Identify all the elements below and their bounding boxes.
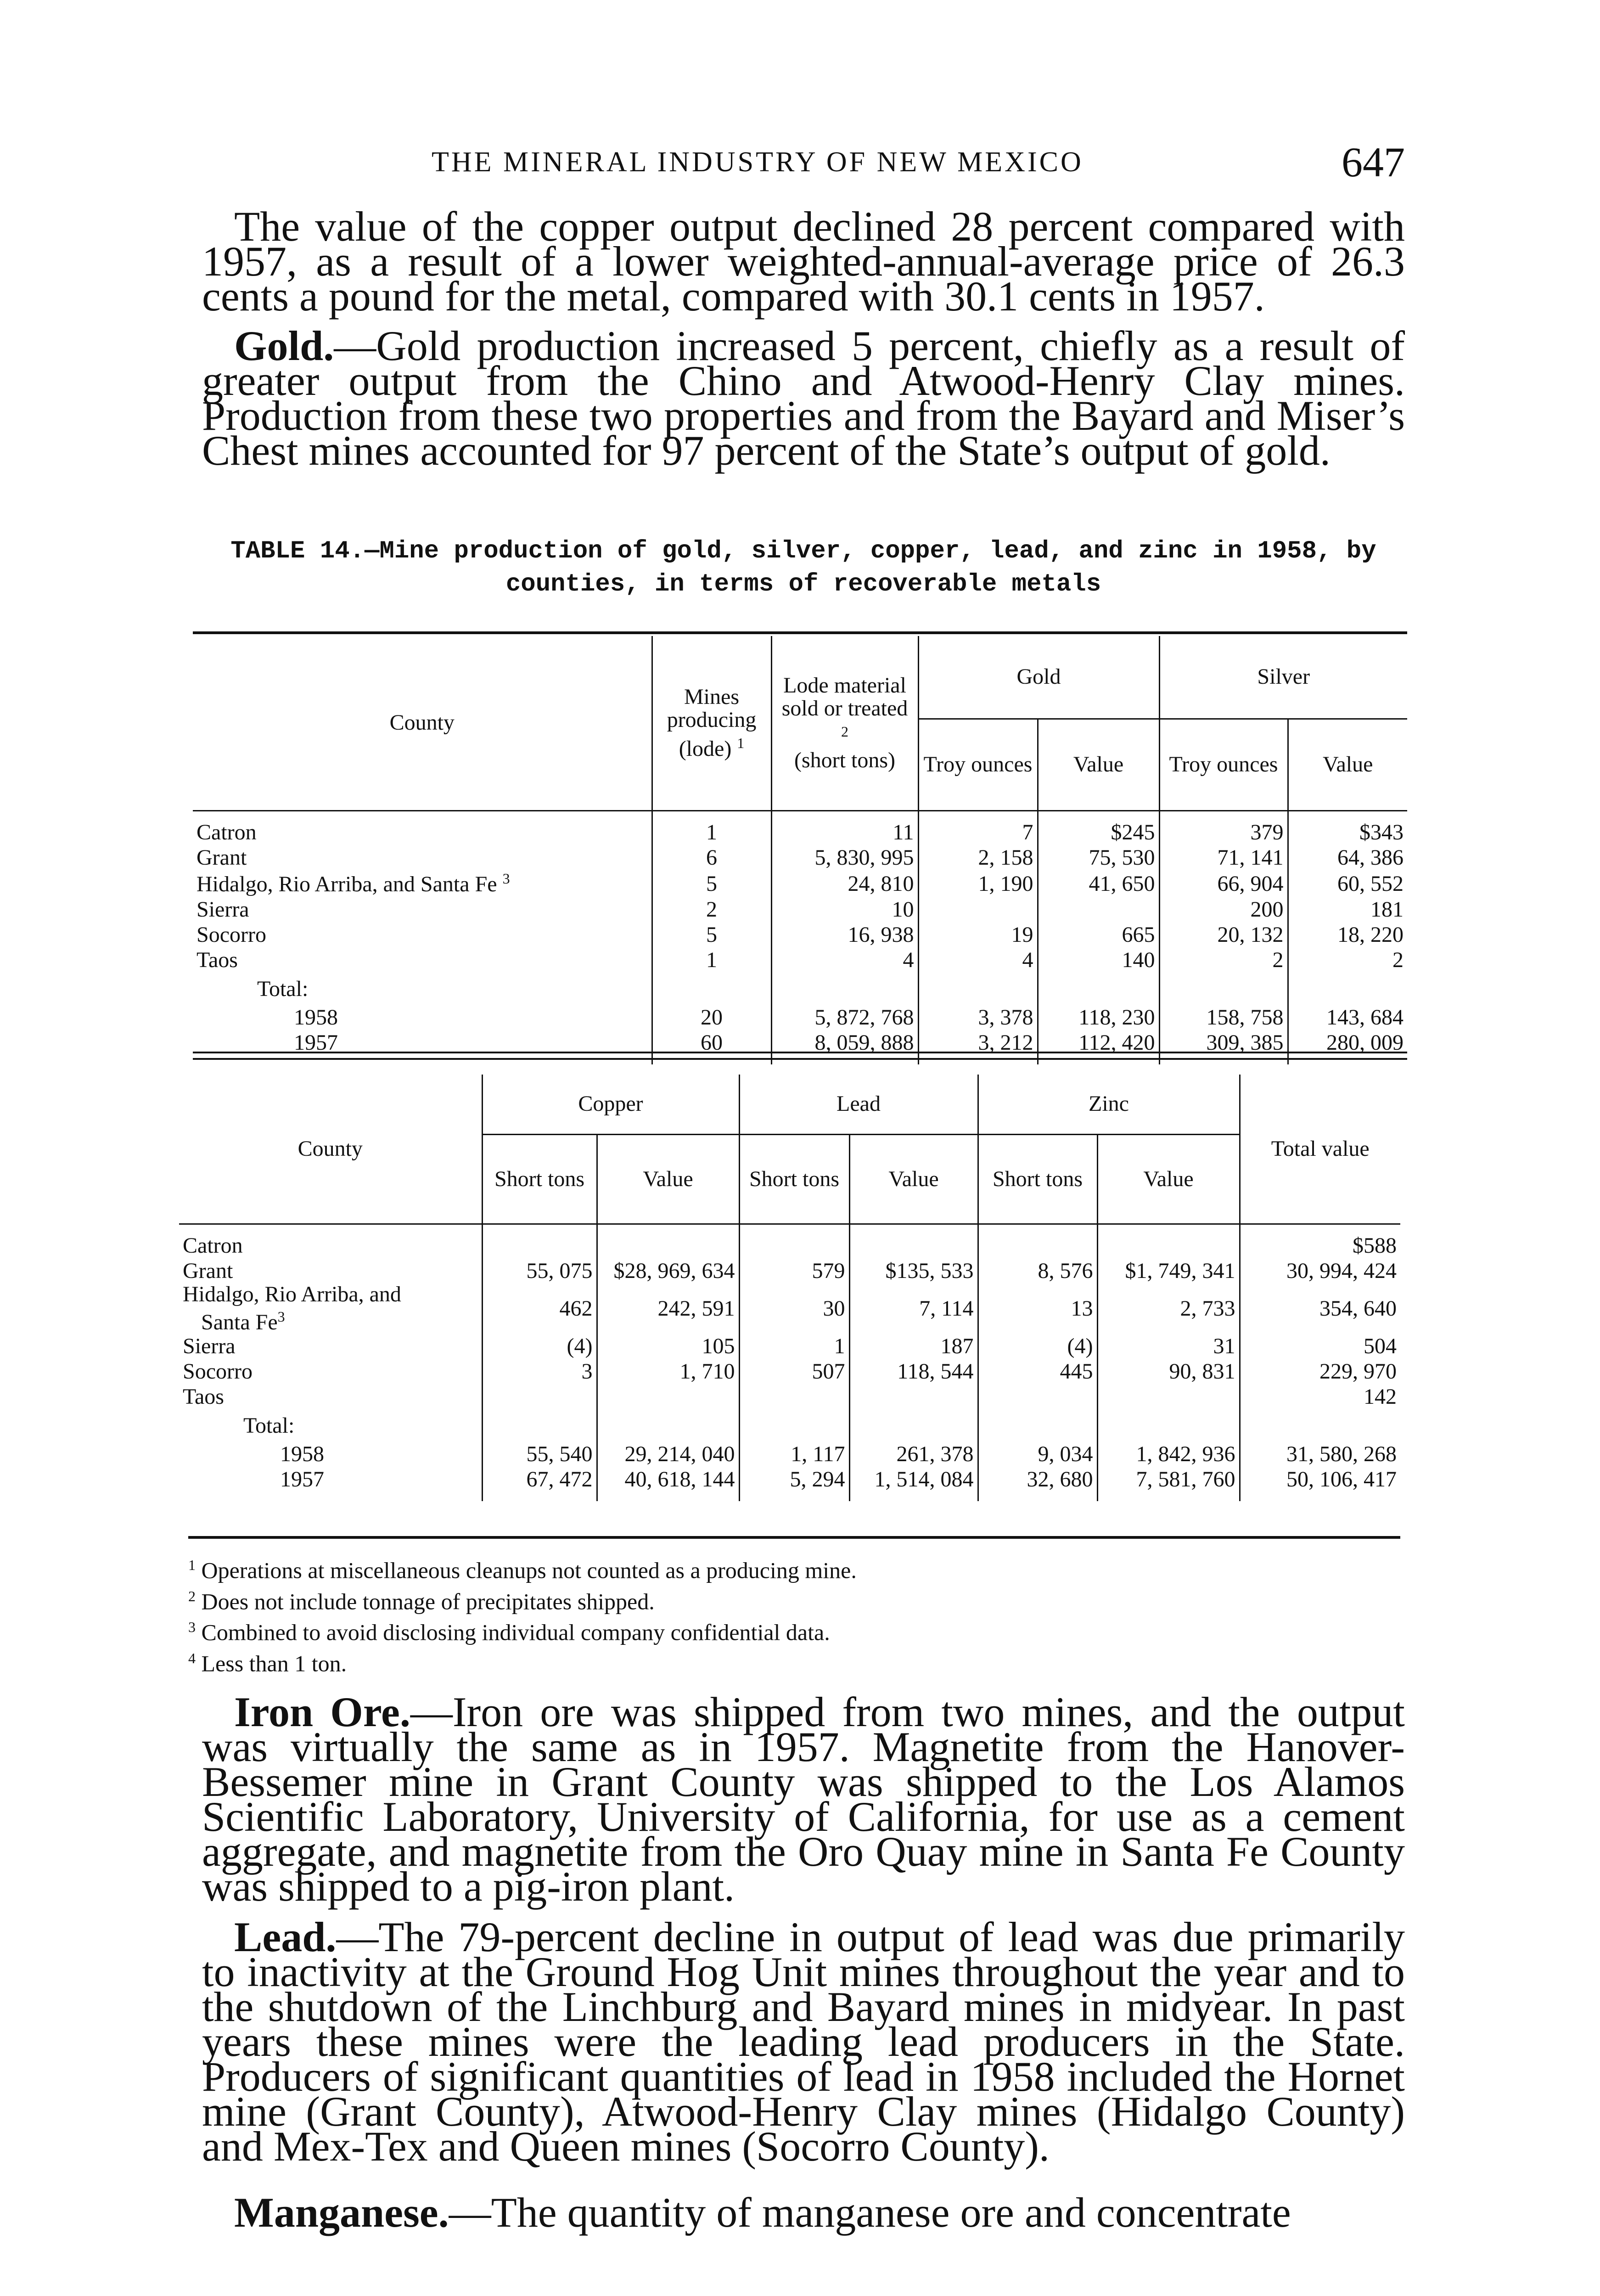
lead-tons-cell: 30 (739, 1283, 849, 1334)
page-number: 647 (1342, 139, 1405, 186)
zinc-value-cell: 90, 831 (1097, 1359, 1240, 1384)
col-silver: Silver (1159, 636, 1407, 719)
gold-value-cell: 118, 230 (1038, 1005, 1159, 1030)
silver-value-cell: 60, 552 (1337, 871, 1404, 896)
col-lead-value: Value (849, 1134, 978, 1224)
lode-cell: 10 (771, 897, 918, 922)
col-silver-value: Value (1288, 719, 1407, 810)
silver-oz-cell: 2 (1159, 947, 1288, 973)
copper-tons-cell (482, 1233, 597, 1258)
county-name (179, 1283, 482, 1334)
lode-cell: 5, 830, 995 (771, 845, 918, 870)
total-value-cell: 354, 640 (1319, 1296, 1397, 1321)
footnote-ref: 2 (841, 723, 848, 740)
lode-cell: 5, 872, 768 (771, 1005, 918, 1030)
running-title: THE MINERAL INDUSTRY OF NEW MEXICO (432, 146, 1084, 178)
footnote-ref: 3 (277, 1308, 285, 1325)
lead-value-cell: 187 (849, 1334, 978, 1359)
silver-oz-cell: 158, 758 (1159, 1005, 1288, 1030)
total-year: 1958 (193, 1005, 652, 1030)
lead-tons-cell: 1 (739, 1334, 849, 1359)
county-line: Taos (183, 1384, 224, 1409)
county-name (179, 1384, 482, 1409)
lead-value-cell (849, 1233, 978, 1258)
zinc-tons-cell: 32, 680 (978, 1467, 1097, 1492)
footnote-text: Operations at miscellaneous cleanups not counted as a producing mine. (201, 1557, 857, 1583)
lead-tons-cell (739, 1384, 849, 1409)
col-gold-oz: Troy ounces (918, 719, 1038, 810)
table-row (193, 845, 1407, 870)
gold-oz-cell: 7 (918, 820, 1038, 845)
paragraph-text: —Gold production increased 5 percent, chiefly as a result of greater output from the Chino and Atwood-Henry Clay mines. Production from these two properties and from the Bayard and Miser’s Chest mines accounted for 97 percent of the State’s output of gold. (202, 322, 1405, 474)
silver-oz-cell: 309, 385 (1159, 1030, 1288, 1055)
table-row (179, 1283, 1400, 1334)
copper-tons-cell: 462 (482, 1283, 597, 1334)
lead-value-cell: 261, 378 (849, 1441, 978, 1467)
silver-value-cell: $343 (1359, 820, 1404, 844)
silver-oz-cell: 200 (1159, 897, 1288, 922)
county-name: Catron (193, 820, 652, 845)
lode-cell: 4 (771, 947, 918, 973)
copper-value-cell: $28, 969, 634 (597, 1258, 739, 1283)
county-line: Grant (183, 1258, 233, 1283)
copper-tons-cell: 67, 472 (482, 1467, 597, 1492)
mines-cell: 20 (652, 1005, 771, 1030)
copper-value-cell (597, 1384, 739, 1409)
col-copper: Copper (482, 1075, 739, 1134)
col-copper-value: Value (597, 1134, 739, 1224)
lead-value-cell: 118, 544 (849, 1359, 978, 1384)
zinc-value-cell: 1, 842, 936 (1097, 1441, 1240, 1467)
table-row (179, 1359, 1400, 1384)
zinc-tons-cell: 8, 576 (978, 1258, 1097, 1283)
gold-value-cell: 112, 420 (1038, 1030, 1159, 1055)
paragraph-iron-ore (202, 1688, 1405, 1910)
lode-cell: 11 (771, 820, 918, 845)
mines-cell: 5 (652, 870, 771, 897)
total-value-cell: 31, 580, 268 (1286, 1442, 1397, 1466)
paragraph-lead: Manganese. (234, 2189, 449, 2236)
gold-oz-cell: 3, 378 (918, 1005, 1038, 1030)
lead-value-cell (849, 1384, 978, 1409)
table-total-row (179, 1441, 1400, 1467)
col-mines-label: Mines producing (lode) (667, 684, 757, 761)
copper-value-cell: 242, 591 (597, 1283, 739, 1334)
table-top-rule (193, 631, 1407, 634)
county-line: Hidalgo, Rio Arriba, and (183, 1282, 401, 1306)
county-line: Hidalgo, Rio Arriba, and Santa Fe (196, 872, 497, 896)
total-value-cell: 504 (1364, 1334, 1397, 1358)
footnote (188, 1552, 1290, 1583)
zinc-tons-cell: (4) (978, 1334, 1097, 1359)
table-bottom-rule (188, 1536, 1400, 1539)
paragraph-copper (202, 203, 1405, 320)
total-value-cell: 229, 970 (1319, 1359, 1397, 1384)
mines-cell: 1 (652, 820, 771, 845)
zinc-tons-cell: 9, 034 (978, 1441, 1097, 1467)
gold-oz-cell: 19 (918, 922, 1038, 947)
silver-oz-cell: 66, 904 (1159, 870, 1288, 897)
gold-value-cell: 75, 530 (1038, 845, 1159, 870)
mines-cell: 6 (652, 845, 771, 870)
table-row (179, 1384, 1400, 1409)
county-name (193, 870, 652, 897)
footnote-mark: 1 (188, 1557, 196, 1573)
table-caption (197, 535, 1409, 601)
total-year: 1957 (193, 1030, 652, 1055)
col-zinc-value: Value (1097, 1134, 1240, 1224)
zinc-tons-cell: 445 (978, 1359, 1097, 1384)
zinc-value-cell: 2, 733 (1097, 1283, 1240, 1334)
footnote-mark: 2 (188, 1587, 196, 1604)
running-head (202, 138, 1405, 188)
mines-cell: 5 (652, 922, 771, 947)
table-row (193, 947, 1407, 973)
table-row (179, 1409, 1400, 1441)
col-county: County (193, 636, 652, 810)
col-gold: Gold (918, 636, 1159, 719)
lead-tons-cell: 5, 294 (739, 1467, 849, 1492)
table-row (179, 1334, 1400, 1359)
col-silver-oz: Troy ounces (1159, 719, 1288, 810)
total-value-cell: 30, 994, 424 (1286, 1259, 1397, 1283)
table-row (193, 973, 1407, 1005)
silver-value-cell: 181 (1370, 897, 1404, 922)
table-header-row (193, 636, 1407, 719)
gold-oz-cell (918, 897, 1038, 922)
paragraph-lead: Gold. (234, 322, 334, 369)
lead-tons-cell: 1, 117 (739, 1441, 849, 1467)
county-line: Sierra (183, 1334, 236, 1358)
zinc-tons-cell (978, 1233, 1097, 1258)
col-lode-label: Lode material sold or treated (781, 673, 908, 720)
footnote (188, 1645, 1290, 1677)
zinc-tons-cell (978, 1384, 1097, 1409)
footnote (188, 1614, 1290, 1645)
copper-value-cell: 105 (597, 1334, 739, 1359)
county-name: Grant (193, 845, 652, 870)
caption-line-1: TABLE 14.—Mine production of gold, silver, copper, lead, and zinc in 1958, by (230, 537, 1376, 565)
footnote-text: Combined to avoid disclosing individual company confidential data. (201, 1619, 830, 1645)
paragraph-lead-metal (202, 1913, 1405, 2170)
mines-cell: 2 (652, 897, 771, 922)
silver-value-cell: 2 (1392, 948, 1404, 972)
footnotes (188, 1552, 1290, 1677)
county-name: Socorro (193, 922, 652, 947)
col-lode-unit: (short tons) (794, 748, 895, 772)
col-lead-tons: Short tons (739, 1134, 849, 1224)
county-name (179, 1359, 482, 1384)
total-value-cell: 142 (1364, 1384, 1397, 1409)
footnote-text: Does not include tonnage of precipitates shipped. (201, 1588, 655, 1615)
zinc-value-cell (1097, 1384, 1240, 1409)
copper-value-cell: 1, 710 (597, 1359, 739, 1384)
gold-value-cell (1038, 897, 1159, 922)
total-label: Total: (179, 1409, 482, 1441)
gold-oz-cell: 4 (918, 947, 1038, 973)
zinc-value-cell (1097, 1233, 1240, 1258)
col-county: County (179, 1075, 482, 1224)
zinc-value-cell: 7, 581, 760 (1097, 1467, 1240, 1492)
col-lead: Lead (739, 1075, 978, 1134)
copper-tons-cell (482, 1384, 597, 1409)
total-year: 1958 (179, 1441, 482, 1467)
table-row (179, 1233, 1400, 1258)
county-line: Socorro (183, 1359, 253, 1384)
table-gold-silver (193, 636, 1407, 1064)
copper-value-cell: 40, 618, 144 (597, 1467, 739, 1492)
col-zinc: Zinc (978, 1075, 1240, 1134)
gold-oz-cell: 1, 190 (918, 870, 1038, 897)
copper-tons-cell: 3 (482, 1359, 597, 1384)
table-row (193, 922, 1407, 947)
total-label: Total: (193, 973, 652, 1005)
lode-cell: 24, 810 (771, 870, 918, 897)
county-name (179, 1334, 482, 1359)
total-value-cell: 50, 106, 417 (1286, 1467, 1397, 1491)
silver-oz-cell: 71, 141 (1159, 845, 1288, 870)
col-copper-tons: Short tons (482, 1134, 597, 1224)
mines-cell: 1 (652, 947, 771, 973)
lode-cell: 8, 059, 888 (771, 1030, 918, 1055)
col-gold-value: Value (1038, 719, 1159, 810)
lode-cell: 16, 938 (771, 922, 918, 947)
county-name: Sierra (193, 897, 652, 922)
table-total-row (179, 1467, 1400, 1492)
gold-value-cell: 140 (1038, 947, 1159, 973)
col-mines (652, 636, 771, 810)
gold-value-cell: $245 (1038, 820, 1159, 845)
table-divider (193, 1052, 1407, 1060)
county-line: Santa Fe (201, 1310, 278, 1334)
footnote-mark: 3 (188, 1619, 196, 1636)
caption-line-2: counties, in terms of recoverable metals (505, 570, 1101, 598)
silver-oz-cell: 379 (1159, 820, 1288, 845)
paragraph-text: —Iron ore was shipped from two mines, and the output was virtually the same as in 1957. Magnetite from the Hanover-Bessemer mine in Grant County was shipped to the Los Alamos Scientific Laboratory, University of California, for use as a cement aggregate, and magnetite from the Oro Quay mine in Santa Fe County was shipped to a pig-iron plant. (202, 1688, 1405, 1910)
total-value-cell: $588 (1353, 1233, 1397, 1258)
lead-value-cell: $135, 533 (849, 1258, 978, 1283)
paragraph-text: —The quantity of manganese ore and concentrate (449, 2189, 1291, 2236)
lead-value-cell: 7, 114 (849, 1283, 978, 1334)
paragraph-lead: Lead. (234, 1913, 337, 1960)
county-name: Taos (193, 947, 652, 973)
county-name (179, 1233, 482, 1258)
paragraph-text: The value of the copper output declined 28 percent compared with 1957, as a result of a lower weighted-annual-average price of 26.3 cents a pound for the metal, compared with 30.1 cents in 1957. (202, 203, 1405, 320)
mines-cell: 60 (652, 1030, 771, 1055)
zinc-tons-cell: 13 (978, 1283, 1097, 1334)
silver-value-cell: 143, 684 (1326, 1005, 1404, 1030)
col-total-value: Total value (1240, 1075, 1400, 1224)
table-row (193, 820, 1407, 845)
copper-tons-cell: 55, 540 (482, 1441, 597, 1467)
paragraph-text: —The 79-percent decline in output of lead was due primarily to inactivity at the Ground Hog Unit mines throughout the year and to the shutdown of the Linchburg and Bayard mines in midyear. In past years these mines were the leading lead producers in the State. Producers of significant quantities of lead in 1958 included the Hornet mine (Grant County), Atwood-Henry Clay mines (Hidalgo County) and Mex-Tex and Queen mines (Socorro County). (202, 1913, 1405, 2170)
zinc-value-cell: 31 (1097, 1334, 1240, 1359)
table-header-row (179, 1075, 1400, 1134)
paragraph-gold (202, 322, 1405, 474)
silver-value-cell: 18, 220 (1337, 923, 1404, 947)
footnote-ref: 1 (737, 734, 745, 751)
gold-oz-cell: 2, 158 (918, 845, 1038, 870)
copper-tons-cell: 55, 075 (482, 1258, 597, 1283)
gold-value-cell: 665 (1038, 922, 1159, 947)
gold-value-cell: 41, 650 (1038, 870, 1159, 897)
table-total-row (193, 1005, 1407, 1030)
silver-value-cell: 280, 009 (1326, 1030, 1404, 1055)
footnote-mark: 4 (188, 1649, 196, 1666)
table-row (193, 870, 1407, 897)
silver-oz-cell: 20, 132 (1159, 922, 1288, 947)
zinc-value-cell: $1, 749, 341 (1097, 1258, 1240, 1283)
total-year: 1957 (179, 1467, 482, 1492)
table-row (193, 897, 1407, 922)
lead-tons-cell: 579 (739, 1258, 849, 1283)
lead-tons-cell (739, 1233, 849, 1258)
footnote-text: Less than 1 ton. (201, 1650, 347, 1677)
county-name (179, 1258, 482, 1283)
col-zinc-tons: Short tons (978, 1134, 1097, 1224)
lead-value-cell: 1, 514, 084 (849, 1467, 978, 1492)
paragraph-lead: Iron Ore. (234, 1688, 410, 1735)
gold-oz-cell: 3, 212 (918, 1030, 1038, 1055)
lead-tons-cell: 507 (739, 1359, 849, 1384)
paragraph-manganese (202, 2189, 1405, 2236)
table-row (179, 1258, 1400, 1283)
silver-value-cell: 64, 386 (1337, 845, 1404, 870)
county-line: Catron (183, 1233, 243, 1258)
copper-value-cell: 29, 214, 040 (597, 1441, 739, 1467)
copper-tons-cell: (4) (482, 1334, 597, 1359)
col-lode (771, 636, 918, 810)
footnote (188, 1583, 1290, 1615)
copper-value-cell (597, 1233, 739, 1258)
table-copper-lead-zinc (179, 1075, 1400, 1501)
footnote-ref: 3 (502, 870, 510, 887)
